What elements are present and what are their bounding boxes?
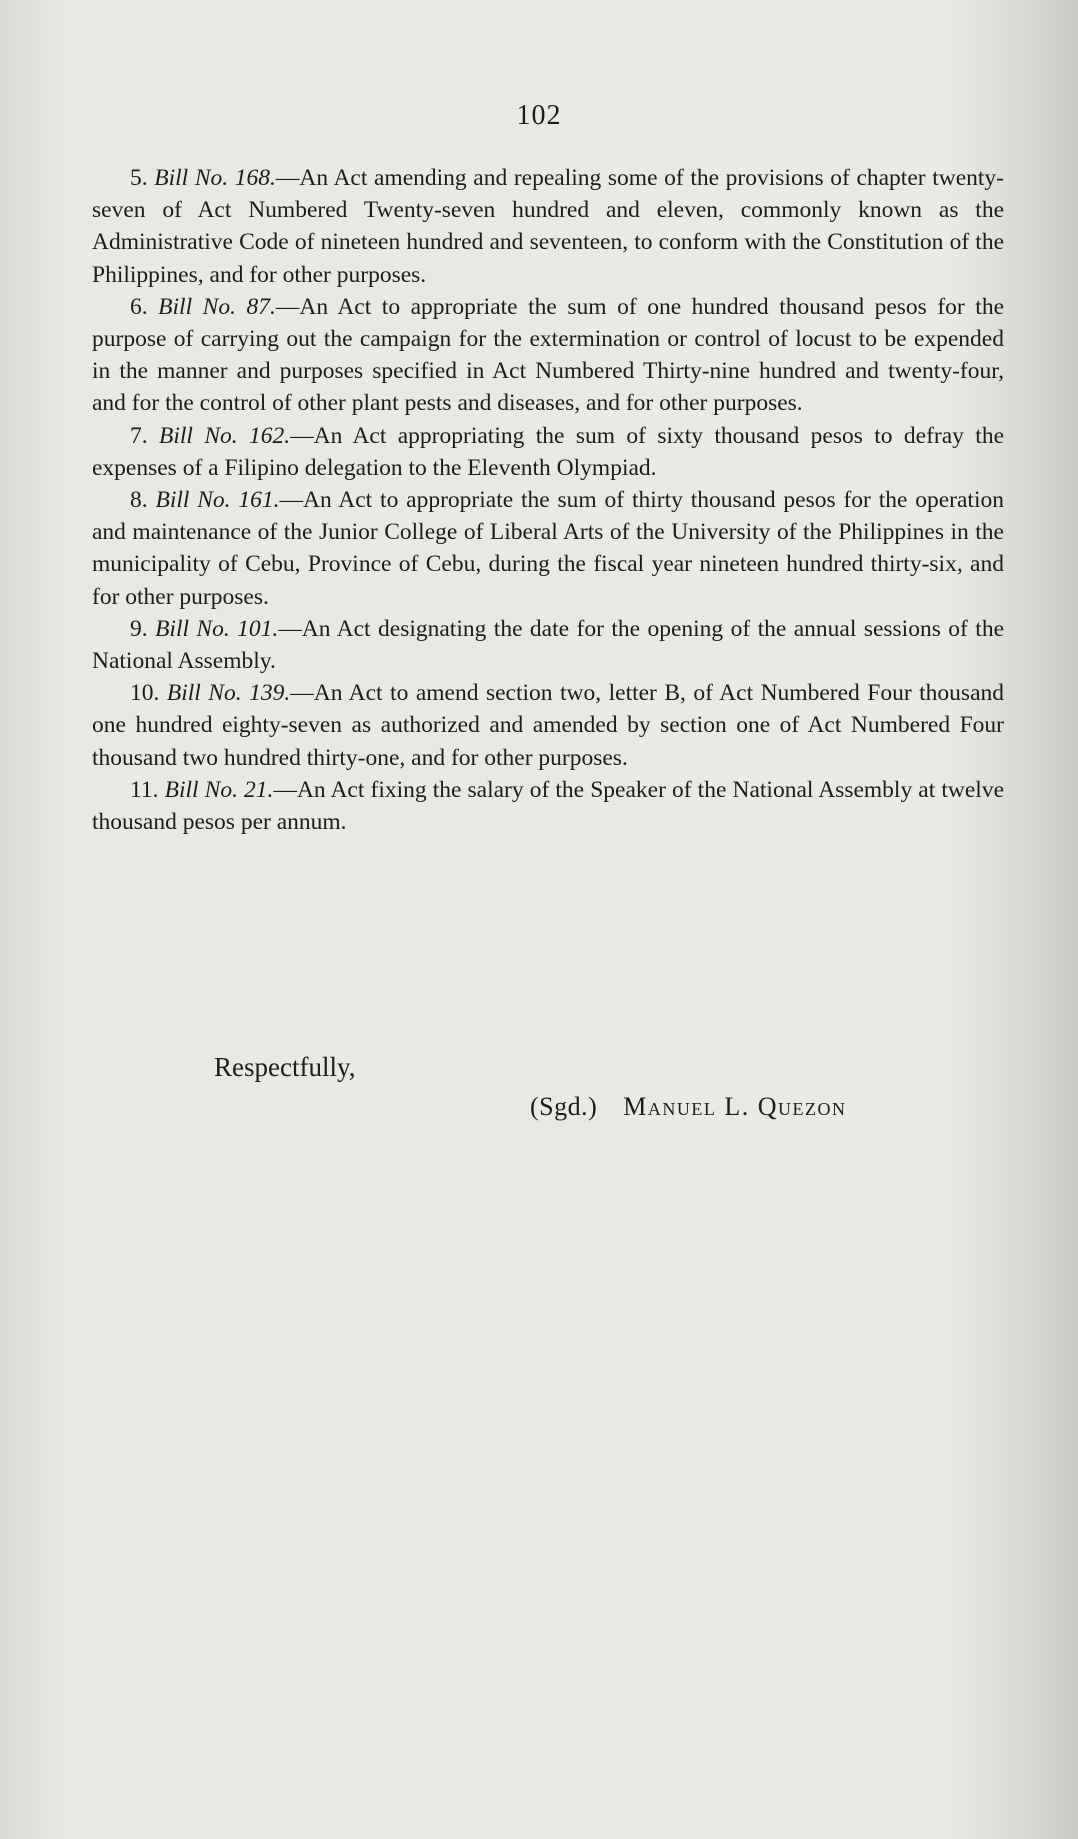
item-number: 6. <box>130 293 148 320</box>
bill-item-6 <box>92 291 1004 420</box>
bill-item-7 <box>92 420 1004 484</box>
item-number: 5. <box>130 165 148 191</box>
bill-item-8 <box>92 484 1004 613</box>
bill-reference: Bill No. 161. <box>155 487 280 514</box>
item-number: 9. <box>130 615 148 642</box>
bill-description: —An Act designating the date for the opening of the annual sessions of the National Assembly. <box>92 615 1005 675</box>
bill-reference: Bill No. 21. <box>164 776 274 803</box>
item-number: 7. <box>130 422 148 449</box>
bill-reference: Bill No. 101. <box>155 615 279 642</box>
page-number: 102 <box>516 100 562 131</box>
bill-description: —An Act to amend section two, letter B, of Act Numbered Four thousand one hundred eighty-seven as authorized and amended by section one of Act Numbered Four thousand two hundred thirty-one, and for other purposes. <box>92 680 1005 771</box>
item-number: 10. <box>130 680 160 707</box>
bill-list <box>92 162 1004 838</box>
bill-description: —An Act to appropriate the sum of thirty thousand pesos for the operation and maintenance of the Junior College of Liberal Arts of the University of the Philippines in the municipality of Cebu, Province of Cebu, during the fiscal year nineteen hundred thirty-six, and for other purposes. <box>92 487 1004 610</box>
bill-description: —An Act amending and repealing some of the provisions of chapter twenty-seven of Act Numbered Twenty-seven hundred and eleven, commonly known as the Administrative Code of nineteen hundred and seventeen, to conform with the Constitution of the Philippines, and for other purposes. <box>92 165 1005 288</box>
closing-salutation: Respectfully, <box>214 1052 356 1082</box>
bill-description: —An Act fixing the salary of the Speaker of the National Assembly at twelve thousand pesos per annum. <box>92 776 1004 836</box>
bill-reference: Bill No. 162. <box>159 422 291 449</box>
signatory-name: Manuel L. Quezon <box>623 1092 847 1121</box>
bill-reference: Bill No. 168. <box>154 165 276 191</box>
bill-item-10 <box>92 677 1004 774</box>
bill-reference: Bill No. 139. <box>166 680 291 707</box>
bill-description: —An Act appropriating the sum of sixty thousand pesos to defray the expenses of a Filipino delegation to the Eleventh Olympiad. <box>92 422 1004 481</box>
bill-description: —An Act to appropriate the sum of one hundred thousand pesos for the purpose of carrying out the campaign for the extermination or control of locust to be expended in the manner and purposes specified in Act Numbered Thirty-nine hundred and twenty-four, and for the control of other plant pests and diseases, and for other purposes. <box>92 293 1005 417</box>
signature-prefix: (Sgd.) <box>530 1092 598 1121</box>
item-number: 8. <box>130 487 148 514</box>
bill-reference: Bill No. 87. <box>158 293 276 320</box>
signature-line <box>530 1092 847 1122</box>
item-number: 11. <box>130 776 159 803</box>
bill-item-11 <box>92 774 1004 838</box>
bill-item-5 <box>92 162 1004 291</box>
bill-item-9 <box>92 613 1004 677</box>
